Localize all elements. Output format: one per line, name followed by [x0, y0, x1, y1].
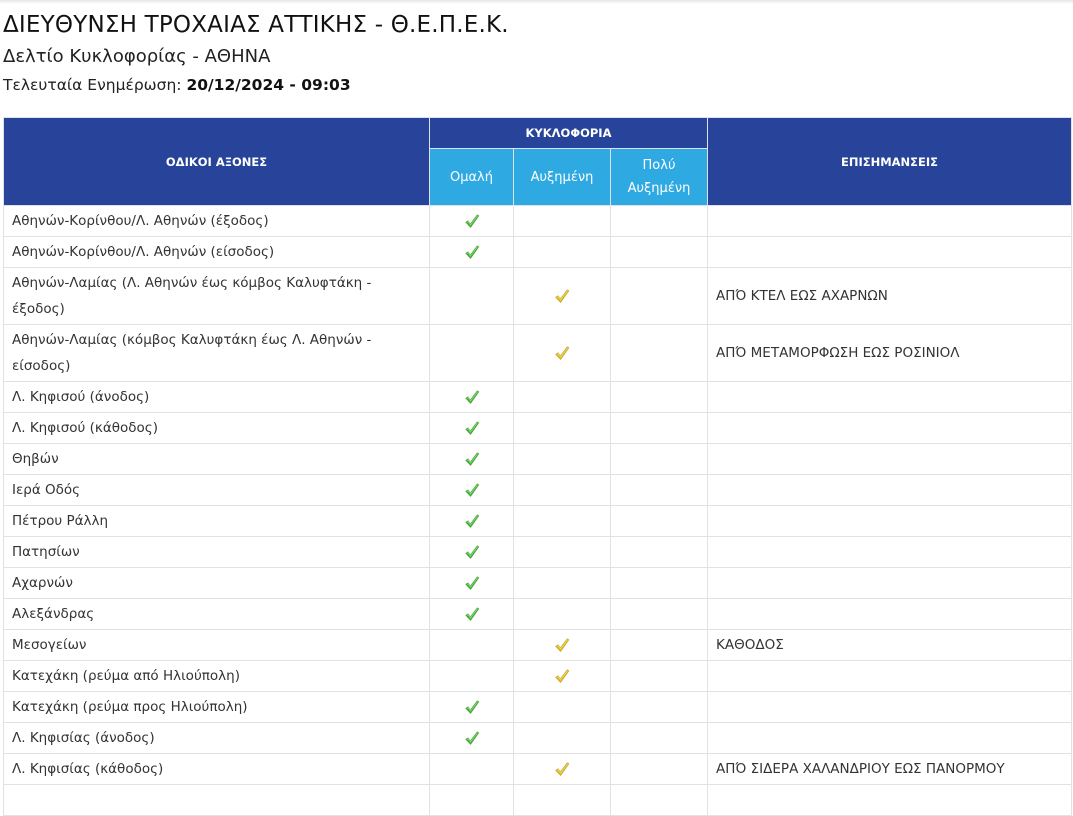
- road-name: Κατεχάκη (ρεύμα από Ηλιούπολη): [4, 661, 430, 692]
- table-row: [4, 444, 1072, 475]
- road-name: Αθηνών-Κορίνθου/Λ. Αθηνών (είσοδος): [4, 237, 430, 268]
- road-name: Αλεξάνδρας: [4, 599, 430, 630]
- header-roads: ΟΔΙΚΟΙ ΑΞΟΝΕΣ: [4, 118, 430, 206]
- traffic-level-cell: [611, 630, 708, 661]
- traffic-level-cell: [514, 568, 611, 599]
- table-row: [4, 475, 1072, 506]
- traffic-level-cell: [514, 475, 611, 506]
- traffic-level-cell: [514, 413, 611, 444]
- road-name: Λ. Κηφισού (άνοδος): [4, 382, 430, 413]
- traffic-level-cell: [514, 599, 611, 630]
- road-note: [708, 506, 1072, 537]
- checkmark-icon: [464, 575, 480, 591]
- traffic-level-cell: [611, 785, 708, 816]
- road-name: Κατεχάκη (ρεύμα προς Ηλιούπολη): [4, 692, 430, 723]
- road-name: Αχαρνών: [4, 568, 430, 599]
- header-level-increased: Αυξημένη: [514, 149, 611, 206]
- traffic-rows: [4, 206, 1072, 816]
- traffic-level-cell: [514, 630, 611, 661]
- header-level-very-increased: Πολύ Αυξημένη: [611, 149, 708, 206]
- checkmark-icon: [464, 513, 480, 529]
- table-row: [4, 661, 1072, 692]
- table-row: [4, 237, 1072, 268]
- table-row: [4, 325, 1072, 382]
- traffic-level-cell: [611, 444, 708, 475]
- traffic-level-cell: [514, 692, 611, 723]
- traffic-level-cell: [430, 237, 514, 268]
- traffic-level-cell: [514, 506, 611, 537]
- road-name: Αθηνών-Λαμίας (κόμβος Καλυφτάκη έως Λ. Αθηνών - είσοδος): [4, 325, 430, 382]
- road-note: ΑΠΌ ΚΤΕΛ ΕΩΣ ΑΧΑΡΝΩΝ: [708, 268, 1072, 325]
- traffic-level-cell: [611, 568, 708, 599]
- traffic-level-cell: [430, 754, 514, 785]
- traffic-level-cell: [430, 206, 514, 237]
- checkmark-icon: [464, 389, 480, 405]
- traffic-level-cell: [611, 382, 708, 413]
- traffic-table: [3, 117, 1072, 816]
- header-level-normal: Ομαλή: [430, 149, 514, 206]
- table-row: [4, 568, 1072, 599]
- road-note: [708, 661, 1072, 692]
- checkmark-icon: [464, 482, 480, 498]
- page-header: [3, 10, 1063, 96]
- traffic-level-cell: [514, 537, 611, 568]
- road-note: [708, 537, 1072, 568]
- table-row: [4, 692, 1072, 723]
- table-row: [4, 723, 1072, 754]
- traffic-level-cell: [514, 325, 611, 382]
- road-note: [708, 413, 1072, 444]
- traffic-level-cell: [514, 444, 611, 475]
- road-note: ΑΠΌ ΣΙΔΕΡΑ ΧΑΛΑΝΔΡΙΟΥ ΕΩΣ ΠΑΝΟΡΜΟΥ: [708, 754, 1072, 785]
- last-update-label: Τελευταία Ενημέρωση:: [3, 76, 187, 94]
- traffic-level-cell: [514, 268, 611, 325]
- table-row: [4, 382, 1072, 413]
- traffic-level-cell: [430, 692, 514, 723]
- traffic-level-cell: [430, 568, 514, 599]
- traffic-level-cell: [611, 754, 708, 785]
- traffic-level-cell: [514, 382, 611, 413]
- checkmark-icon: [464, 420, 480, 436]
- road-note: [708, 723, 1072, 754]
- table-row: [4, 413, 1072, 444]
- traffic-level-cell: [611, 661, 708, 692]
- header-notes: ΕΠΙΣΗΜΑΝΣΕΙΣ: [708, 118, 1072, 206]
- road-name: Μεσογείων: [4, 630, 430, 661]
- top-shadow: [0, 0, 1073, 4]
- traffic-level-cell: [611, 537, 708, 568]
- traffic-level-cell: [514, 661, 611, 692]
- road-name: Πατησίων: [4, 537, 430, 568]
- traffic-level-cell: [611, 268, 708, 325]
- traffic-level-cell: [611, 506, 708, 537]
- traffic-level-cell: [430, 268, 514, 325]
- road-name: Λ. Κηφισίας (κάθοδος): [4, 754, 430, 785]
- traffic-level-cell: [430, 537, 514, 568]
- traffic-level-cell: [430, 506, 514, 537]
- traffic-level-cell: [430, 382, 514, 413]
- traffic-level-cell: [430, 661, 514, 692]
- road-name: Θηβών: [4, 444, 430, 475]
- road-note: [708, 599, 1072, 630]
- checkmark-icon: [554, 345, 570, 361]
- checkmark-icon: [554, 761, 570, 777]
- checkmark-icon: [464, 544, 480, 560]
- header-traffic: ΚΥΚΛΟΦΟΡΙΑ: [430, 118, 708, 149]
- table-row: [4, 754, 1072, 785]
- road-note: [708, 237, 1072, 268]
- checkmark-icon: [464, 213, 480, 229]
- road-name: Αθηνών-Λαμίας (Λ. Αθηνών έως κόμβος Καλυφτάκη - έξοδος): [4, 268, 430, 325]
- road-name: [4, 785, 430, 816]
- table-row: [4, 599, 1072, 630]
- checkmark-icon: [464, 451, 480, 467]
- road-note: [708, 692, 1072, 723]
- traffic-level-cell: [430, 475, 514, 506]
- table-row: [4, 506, 1072, 537]
- traffic-level-cell: [611, 692, 708, 723]
- checkmark-icon: [464, 606, 480, 622]
- traffic-level-cell: [611, 599, 708, 630]
- road-note: [708, 444, 1072, 475]
- road-note: [708, 206, 1072, 237]
- traffic-level-cell: [611, 723, 708, 754]
- road-note: [708, 568, 1072, 599]
- road-note: [708, 785, 1072, 816]
- checkmark-icon: [464, 699, 480, 715]
- table-row: [4, 537, 1072, 568]
- bulletin-subtitle: Δελτίο Κυκλοφορίας - ΑΘΗΝΑ: [3, 46, 271, 67]
- traffic-level-cell: [514, 206, 611, 237]
- traffic-level-cell: [611, 206, 708, 237]
- traffic-level-cell: [430, 413, 514, 444]
- traffic-level-cell: [514, 754, 611, 785]
- table-row: [4, 630, 1072, 661]
- traffic-level-cell: [514, 237, 611, 268]
- traffic-level-cell: [430, 723, 514, 754]
- table-row: [4, 206, 1072, 237]
- traffic-level-cell: [430, 444, 514, 475]
- checkmark-icon: [464, 244, 480, 260]
- traffic-level-cell: [514, 785, 611, 816]
- table-row: [4, 268, 1072, 325]
- traffic-level-cell: [611, 413, 708, 444]
- traffic-level-cell: [611, 237, 708, 268]
- road-note: [708, 475, 1072, 506]
- road-name: Ιερά Οδός: [4, 475, 430, 506]
- checkmark-icon: [464, 730, 480, 746]
- road-name: Λ. Κηφισίας (άνοδος): [4, 723, 430, 754]
- traffic-level-cell: [430, 785, 514, 816]
- road-name: Πέτρου Ράλλη: [4, 506, 430, 537]
- road-name: Λ. Κηφισού (κάθοδος): [4, 413, 430, 444]
- traffic-level-cell: [514, 723, 611, 754]
- road-note: ΚΑΘΟΔΟΣ: [708, 630, 1072, 661]
- traffic-level-cell: [611, 475, 708, 506]
- checkmark-icon: [554, 288, 570, 304]
- traffic-level-cell: [611, 325, 708, 382]
- traffic-level-cell: [430, 325, 514, 382]
- page-title: ΔΙΕΥΘΥΝΣΗ ΤΡΟΧΑΙΑΣ ΑΤΤΙΚΗΣ - Θ.Ε.Π.Ε.Κ.: [3, 12, 509, 38]
- traffic-level-cell: [430, 630, 514, 661]
- road-name: Αθηνών-Κορίνθου/Λ. Αθηνών (έξοδος): [4, 206, 430, 237]
- last-update-value: 20/12/2024 - 09:03: [186, 76, 351, 94]
- traffic-level-cell: [430, 599, 514, 630]
- table-row: [4, 785, 1072, 816]
- road-note: [708, 382, 1072, 413]
- road-note: ΑΠΌ ΜΕΤΑΜΟΡΦΩΣΗ ΕΩΣ ΡΟΣΙΝΙΟΛ: [708, 325, 1072, 382]
- checkmark-icon: [554, 668, 570, 684]
- last-update: [3, 74, 1063, 96]
- checkmark-icon: [554, 637, 570, 653]
